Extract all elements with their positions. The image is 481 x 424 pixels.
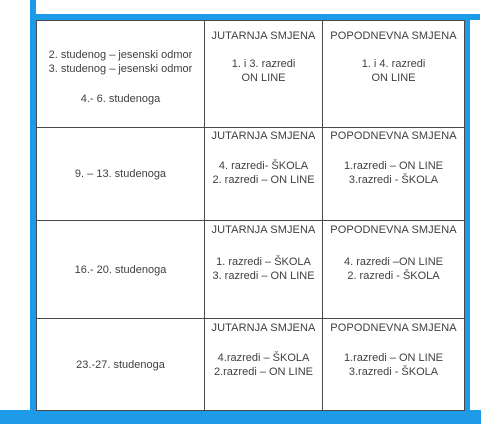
class-line: ON LINE (371, 72, 416, 84)
class-line: 4. razredi –ON LINE (343, 256, 444, 268)
date-line: 2. studenog – jesenski odmor (48, 49, 193, 61)
morning-shift-cell (205, 128, 323, 221)
date-cell (37, 221, 205, 319)
date-line: 23.-27. studenoga (76, 358, 165, 371)
class-line: ON LINE (241, 72, 286, 84)
class-line: 3.razredi - ŠKOLA (348, 174, 439, 186)
afternoon-shift-header: POPODNEVNA SMJENA (330, 224, 457, 236)
class-line: 3. razredi – ON LINE (212, 270, 315, 282)
table-row (37, 221, 465, 319)
date-cell (37, 21, 205, 128)
afternoon-shift-cell (323, 128, 465, 221)
morning-shift-cell (205, 21, 323, 128)
date-cell (37, 128, 205, 221)
class-line: 1.razredi – ON LINE (343, 160, 444, 172)
date-line: 4.- 6. studenoga (80, 93, 161, 105)
date-line: 9. – 13. studenoga (74, 168, 167, 180)
afternoon-shift-header: POPODNEVNA SMJENA (330, 322, 457, 334)
class-line: 4.razredi – ŠKOLA (217, 352, 310, 364)
table-row (37, 128, 465, 221)
morning-shift-header: JUTARNJA SMJENA (211, 224, 316, 236)
date-line: 16.- 20. studenoga (74, 263, 167, 276)
class-line: 4. razredi- ŠKOLA (218, 160, 309, 172)
morning-shift-cell (205, 319, 323, 411)
morning-shift-cell (205, 221, 323, 319)
table-row (37, 21, 465, 128)
afternoon-shift-cell (323, 319, 465, 411)
morning-shift-header: JUTARNJA SMJENA (211, 322, 316, 334)
morning-shift-header: JUTARNJA SMJENA (211, 130, 316, 142)
date-cell (37, 319, 205, 411)
class-line: 1.razredi – ON LINE (343, 352, 444, 364)
frame-bottom-bar (0, 410, 481, 424)
class-line: 1. i 4. razredi (361, 58, 426, 70)
class-line: 1. i 3. razredi (231, 58, 296, 70)
afternoon-shift-cell (323, 21, 465, 128)
afternoon-shift-header: POPODNEVNA SMJENA (330, 30, 457, 42)
class-line: 1. razredi – ŠKOLA (216, 256, 311, 268)
morning-shift-header: JUTARNJA SMJENA (211, 30, 316, 42)
class-line: 2. razredi – ON LINE (212, 174, 315, 186)
schedule-table (36, 20, 465, 411)
table-row (37, 319, 465, 411)
afternoon-shift-header: POPODNEVNA SMJENA (330, 130, 457, 142)
class-line: 2.razredi – ON LINE (213, 366, 314, 378)
class-line: 3.razredi - ŠKOLA (348, 366, 439, 378)
date-line: 3. studenog – jesenski odmor (48, 63, 193, 75)
afternoon-shift-cell (323, 221, 465, 319)
class-line: 2. razredi - ŠKOLA (347, 270, 440, 282)
